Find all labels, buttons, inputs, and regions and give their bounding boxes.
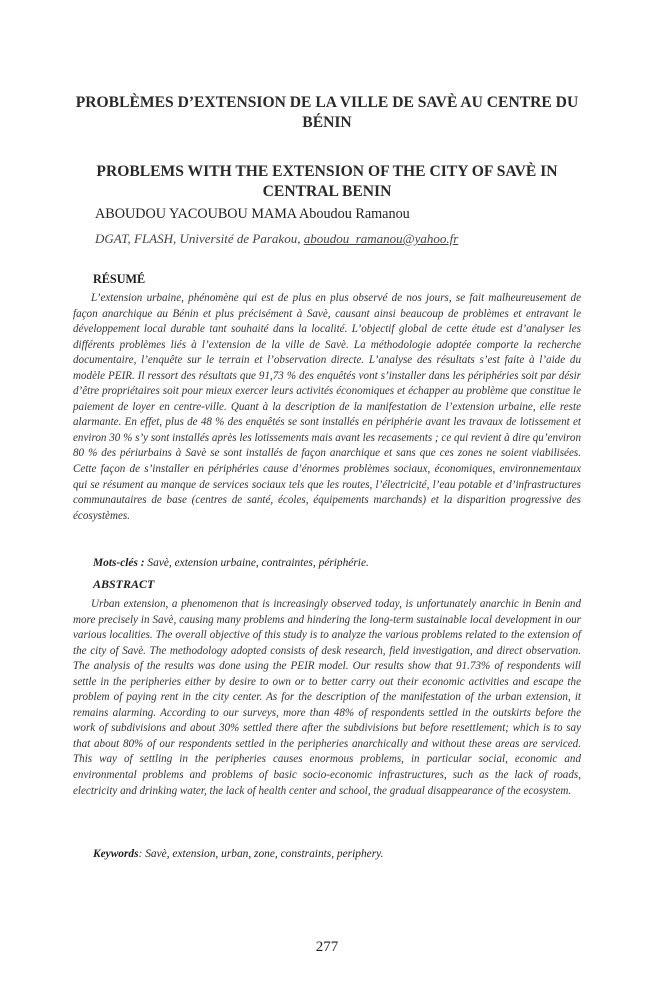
- affiliation-institution: DGAT, FLASH, Université de Parakou,: [95, 231, 304, 246]
- keywords-english-label: Keywords: [93, 848, 139, 860]
- resume-paragraph: L’extension urbaine, phénomène qui est de plus en plus observé de nos jours, se fait malheureusement de façon anarchique au Bénin et plus précisément à Savè, causant ainsi beaucoup de problèmes et entravant le développement local durable tant souhaité dans la localité. L’objectif global de cette étude est d’analyser les différents problèmes liés à l’extension de la ville de Savè. La méthodologie adoptée comporte la recherche documentaire, l’enquête sur le terrain et l’observation directe. L’analyse des résultats s’est faite à l’aide du modèle PEIR. Il ressort des résultats que 91,73 % des enquêtés vont s’installer dans les périphéries soit par désir d’être propriétaires soit pour mieux exercer leurs activités économiques et échapper au problème que constitue le paiement de loyer en centre-ville. Quant à la description de la manifestation de l’extension urbaine, elle reste alarmante. En effet, plus de 48 % des enquêtés se sont installés en périphérie avant les travaux de lotissement et environ 30 % s’y sont installés après les lotissements mais avant les recasements ; ce qui revient à dire qu’environ 80 % des périurbains à Savè se sont installés de façon anarchique et sans que ces zones ne soient viabilisées. Cette façon de s’installer en périphéries cause d’énormes problèmes sociaux, économiques, environnementaux qui se résument au manque de services sociaux tels que les routes, l’électricité, l’eau potable et d’infrastructures communautaires de base (centres de santé, écoles, équipements marchands) et la disparition progressive des écosystèmes.: [73, 292, 581, 522]
- page-number: 277: [315, 939, 339, 955]
- keywords-french: [93, 557, 369, 569]
- resume-heading: RÉSUMÉ: [93, 272, 146, 286]
- paper-page: [73, 0, 581, 1006]
- title-english: PROBLEMS WITH THE EXTENSION OF THE CITY OF SAVÈ IN CENTRAL BENIN: [96, 163, 558, 200]
- abstract-paragraph: Urban extension, a phenomenon that is increasingly observed today, is unfortunately anarchic in Benin and more precisely in Savè, causing many problems and hindering the long-term sustainable local development in our various localities. The overall objective of this study is to analyze the various problems related to the extension of the city of Savè. The methodology adopted consists of desk research, field investigation, and direct observation. The analysis of the results was done using the PEIR model. Our results show that 91.73% of respondents will settle in the peripheries either by desire to own or to better carry out their economic activities and escape the problem of paying rent in the city center. As for the description of the manifestation of the urban extension, it remains alarming. According to our surveys, more than 48% of respondents settled in the outskirts before the work of subdivisions and about 30% settled there after the subdivisions but before resettlement; which is to say that about 80% of our respondents settled in the peripheries anarchically and without these areas are serviced. This way of settling in the peripheries causes enormous problems, in particular social, economic and environmental problems and problems of basic socio-economic infrastructures, such as the lack of roads, electricity and drinking water, the lack of health center and school, the gradual disappearance of the ecosystem.: [73, 598, 581, 797]
- keywords-english-list: : Savè, extension, urban, zone, constraints, periphery.: [138, 848, 384, 860]
- keywords-french-label: Mots-clés :: [93, 557, 145, 569]
- author-name: ABOUDOU YACOUBOU MAMA Aboudou Ramanou: [95, 206, 410, 222]
- keywords-english: [93, 848, 383, 860]
- author-affiliation: [95, 230, 458, 248]
- keywords-french-list: Savè, extension urbaine, contraintes, périphérie.: [144, 557, 369, 569]
- author-email-link[interactable]: aboudou_ramanou@yahoo.fr: [303, 231, 459, 246]
- abstract-heading: ABSTRACT: [93, 577, 155, 591]
- title-french: PROBLÈMES D’EXTENSION DE LA VILLE DE SAVÈ AU CENTRE DU BÉNIN: [75, 94, 579, 131]
